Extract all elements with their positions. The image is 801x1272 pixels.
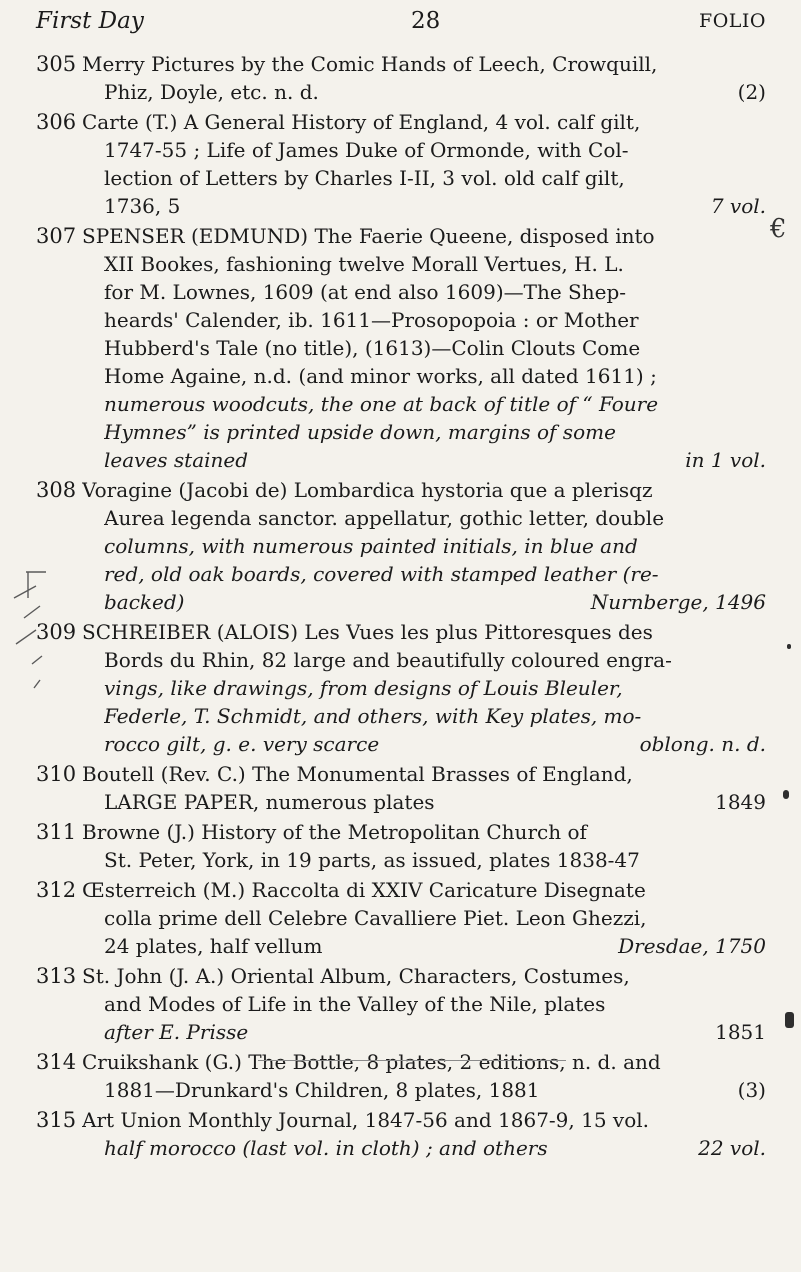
lot-line: Carte (T.) A General History of England, 4 vol. calf gilt, (82, 110, 641, 134)
lot-line-with-note (104, 1076, 766, 1104)
lot-line: Bords du Rhin, 82 large and beautifully coloured engra- (104, 648, 672, 672)
lot-line-with-note (104, 78, 766, 106)
lot-line: colla prime dell Celebre Cavalliere Piet. Leon Ghezzi, (104, 906, 647, 930)
lot-line-text: 1736, 5 (104, 194, 181, 218)
lot-number: 309 (36, 620, 77, 644)
lot-line: and Modes of Life in the Valley of the Nile, plates (104, 992, 606, 1016)
margin-ink-spot (787, 644, 791, 649)
lot-entry-305 (0, 50, 801, 106)
lot-right-note: in 1 vol. (685, 448, 766, 472)
lot-line: Voragine (Jacobi de) Lombardica hystoria que a plerisqz (82, 478, 653, 502)
lot-line: heards' Calender, ib. 1611—Prosopopoia : or Mother (104, 308, 639, 332)
lot-line-text: 1881—Drunkard's Children, 8 plates, 1881 (104, 1078, 540, 1102)
lot-line-text: rocco gilt, g. e. very scarce (104, 732, 380, 756)
lot-line-with-note (104, 192, 766, 220)
lot-line: 1747-55 ; Life of James Duke of Ormonde, with Col- (104, 138, 629, 162)
lot-line-text: LARGE PAPER, numerous plates (104, 790, 435, 814)
lot-line-with-note (104, 588, 766, 616)
lot-line-with-note (104, 788, 766, 816)
lot-line: XII Bookes, fashioning twelve Morall Vertues, H. L. (104, 252, 624, 276)
lot-right-note: 22 vol. (698, 1136, 766, 1160)
pencil-bracket-icon (6, 568, 76, 708)
lot-line-with-note (104, 1134, 766, 1162)
lot-number: 314 (36, 1050, 77, 1074)
lot-number: 305 (36, 52, 77, 76)
lot-line: SCHREIBER (ALOIS) Les Vues les plus Pittoresques des (82, 620, 653, 644)
lot-right-note: (2) (737, 80, 766, 104)
lot-line: St. John (J. A.) Oriental Album, Characters, Costumes, (82, 964, 630, 988)
margin-bleed-mark: € (770, 214, 787, 244)
lot-right-note: 1849 (715, 790, 766, 814)
lot-line: Home Againe, n.d. (and minor works, all dated 1611) ; (104, 364, 657, 388)
lot-line-with-note (104, 1018, 766, 1046)
lot-entry-307 (0, 222, 801, 474)
lot-line: Hymnes” is printed upside down, margins of some (104, 420, 616, 444)
lot-line: Cruikshank (G.) The Bottle, 8 plates, 2 editions, n. d. and (82, 1050, 661, 1074)
lot-right-note: Nurnberge, 1496 (590, 590, 766, 614)
lot-line-text: half morocco (last vol. in cloth) ; and others (104, 1136, 548, 1160)
lot-entry-306 (0, 108, 801, 220)
header-day: First Day (36, 8, 144, 34)
lot-right-note: (3) (737, 1078, 766, 1102)
lot-right-note: Dresdae, 1750 (618, 934, 766, 958)
lot-line: Browne (J.) History of the Metropolitan Church of (82, 820, 587, 844)
lot-number: 313 (36, 964, 77, 988)
lot-line-with-note (104, 932, 766, 960)
lot-line: lection of Letters by Charles I-II, 3 vol. old calf gilt, (104, 166, 625, 190)
lot-line: SPENSER (EDMUND) The Faerie Queene, disposed into (82, 224, 655, 248)
lot-right-note: oblong. n. d. (639, 732, 766, 756)
lot-number: 306 (36, 110, 77, 134)
margin-ink-spot (783, 790, 789, 799)
lot-line-with-note (104, 446, 766, 474)
lot-number: 310 (36, 762, 77, 786)
lot-line: St. Peter, York, in 19 parts, as issued, plates 1838-47 (104, 848, 640, 872)
lot-line: Merry Pictures by the Comic Hands of Leech, Crowquill, (82, 52, 658, 76)
lot-number: 312 (36, 878, 77, 902)
lot-list (0, 50, 801, 1164)
lot-line: Aurea legenda sanctor. appellatur, gothic letter, double (104, 506, 665, 530)
lot-line: numerous woodcuts, the one at back of title of “ Foure (104, 392, 659, 416)
lot-line: Boutell (Rev. C.) The Monumental Brasses of England, (82, 762, 633, 786)
lot-entry-312 (0, 876, 801, 960)
end-divider (258, 1060, 566, 1061)
lot-line-text: 24 plates, half vellum (104, 934, 323, 958)
lot-line-with-note (104, 730, 766, 758)
lot-number: 308 (36, 478, 77, 502)
lot-number: 311 (36, 820, 77, 844)
lot-line-text: Phiz, Doyle, etc. n. d. (104, 80, 319, 104)
lot-entry-310 (0, 760, 801, 816)
lot-number: 315 (36, 1108, 77, 1132)
page-header (36, 8, 766, 42)
lot-entry-313 (0, 962, 801, 1046)
margin-ink-spot (785, 1012, 794, 1028)
lot-entry-314 (0, 1048, 801, 1104)
lot-line: Œsterreich (M.) Raccolta di XXIV Caricature Disegnate (82, 878, 646, 902)
lot-entry-309 (0, 618, 801, 758)
lot-entry-311 (0, 818, 801, 874)
lot-line: vings, like drawings, from designs of Louis Bleuler, (104, 676, 623, 700)
lot-line: Art Union Monthly Journal, 1847-56 and 1867-9, 15 vol. (82, 1108, 650, 1132)
lot-line-text: leaves stained (104, 448, 249, 472)
page-number: 28 (411, 8, 441, 34)
lot-number: 307 (36, 224, 77, 248)
header-folio: FOLIO (699, 10, 766, 32)
lot-right-note: 7 vol. (710, 194, 766, 218)
lot-entry-308 (0, 476, 801, 616)
lot-line-text: backed) (104, 590, 185, 614)
lot-line: Federle, T. Schmidt, and others, with Key plates, mo- (104, 704, 642, 728)
lot-line: red, old oak boards, covered with stamped leather (re- (104, 562, 659, 586)
lot-right-note: 1851 (715, 1020, 766, 1044)
lot-line: Hubberd's Tale (no title), (1613)—Colin Clouts Come (104, 336, 641, 360)
lot-line: for M. Lownes, 1609 (at end also 1609)—The Shep- (104, 280, 627, 304)
lot-entry-315 (0, 1106, 801, 1162)
lot-line: columns, with numerous painted initials, in blue and (104, 534, 638, 558)
lot-line-text: after E. Prisse (104, 1020, 249, 1044)
